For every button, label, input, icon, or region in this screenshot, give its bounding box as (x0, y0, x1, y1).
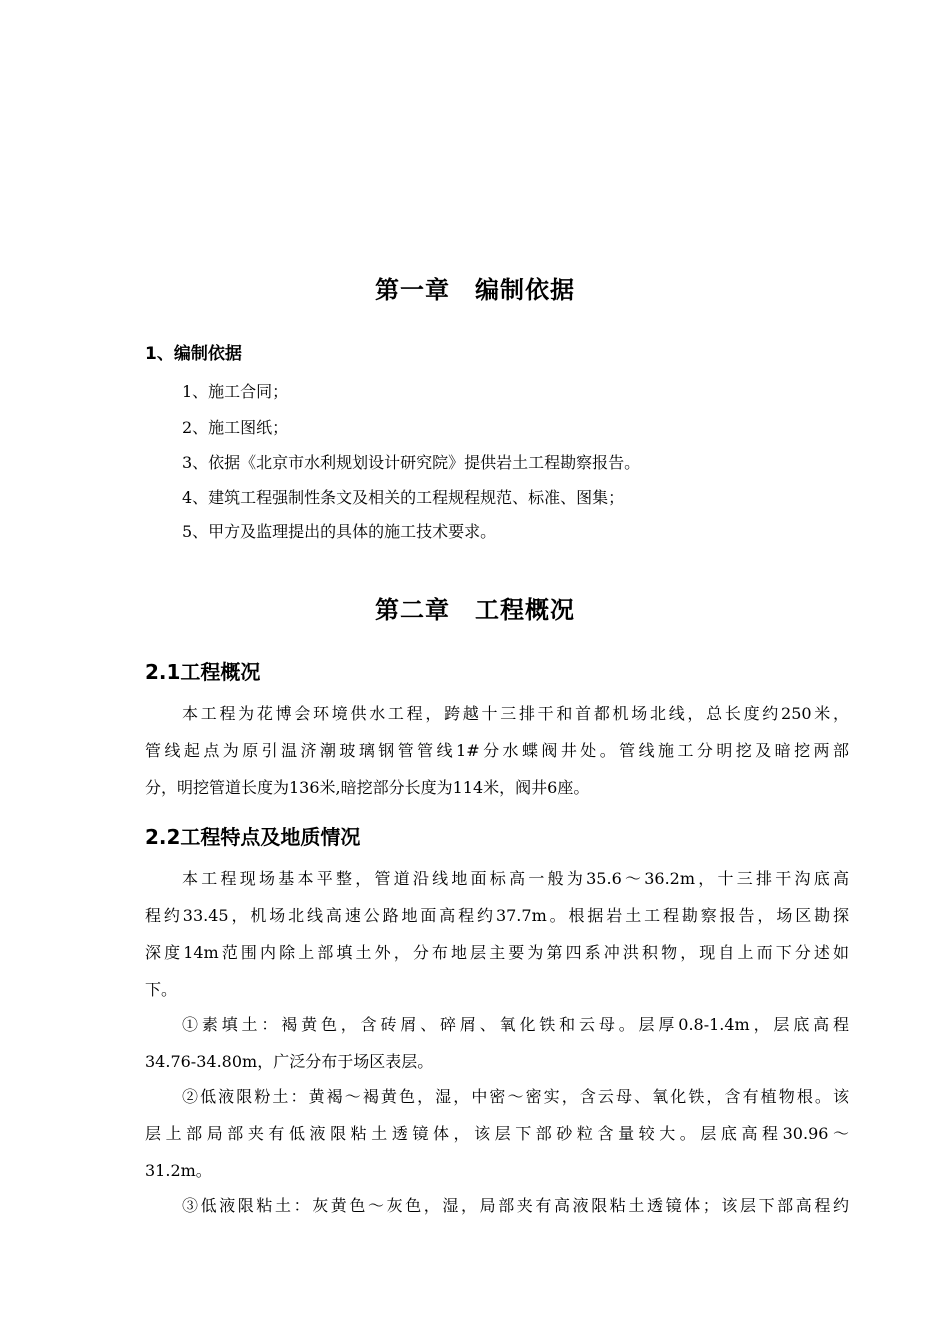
basis-item-1: 1、施工合同； (182, 382, 289, 401)
geology-intro-line-4: 下。 (145, 980, 178, 999)
overview-line-2: 管线起点为原引温济潮玻璃钢管管线1#分水蝶阀井处。管线施工分明挖及暗挖两部 (145, 741, 849, 760)
basis-item-2: 2、施工图纸； (182, 418, 289, 437)
geology-intro-line-2: 程约33.45，机场北线高速公路地面高程约37.7m。根据岩土工程勘察报告，场区勘探 (145, 906, 849, 925)
chapter-2-title: 第二章 工程概况 (375, 596, 575, 624)
overview-line-3: 分，明挖管道长度为136米,暗挖部分长度为114米，阀井6座。 (145, 778, 590, 797)
overview-line-1: 本工程为花博会环境供水工程，跨越十三排干和首都机场北线，总长度约250米， (182, 704, 849, 723)
layer-1-line-1: ①素填土：褐黄色，含砖屑、碎屑、氧化铁和云母。层厚0.8-1.4m，层底高程 (182, 1015, 849, 1034)
layer-1-line-2: 34.76-34.80m，广泛分布于场区表层。 (145, 1052, 434, 1071)
basis-item-3: 3、依据《北京市水利规划设计研究院》提供岩土工程勘察报告。 (182, 453, 641, 472)
section-2-2-title: 2.2工程特点及地质情况 (145, 825, 361, 849)
layer-2-line-1: ②低液限粉土：黄褐～褐黄色，湿，中密～密实，含云母、氧化铁，含有植物根。该 (182, 1087, 849, 1106)
geology-intro-line-1: 本工程现场基本平整，管道沿线地面标高一般为35.6～36.2m，十三排干沟底高 (182, 869, 849, 888)
section-1-title: 1、编制依据 (145, 344, 242, 364)
chapter-1-title: 第一章 编制依据 (375, 276, 575, 304)
layer-2-line-2: 层上部局部夹有低液限粘土透镜体，该层下部砂粒含量较大。层底高程30.96～ (145, 1124, 849, 1143)
geology-intro-line-3: 深度14m范围内除上部填土外，分布地层主要为第四系冲洪积物，现自上而下分述如 (145, 943, 849, 962)
basis-item-5: 5、甲方及监理提出的具体的施工技术要求。 (182, 522, 497, 541)
basis-item-4: 4、建筑工程强制性条文及相关的工程规程规范、标准、图集； (182, 488, 625, 507)
layer-2-line-3: 31.2m。 (145, 1161, 212, 1180)
layer-3-line-1: ③低液限粘土：灰黄色～灰色，湿，局部夹有高液限粘土透镜体；该层下部高程约 (182, 1196, 849, 1215)
section-2-1-title: 2.1工程概况 (145, 660, 261, 684)
